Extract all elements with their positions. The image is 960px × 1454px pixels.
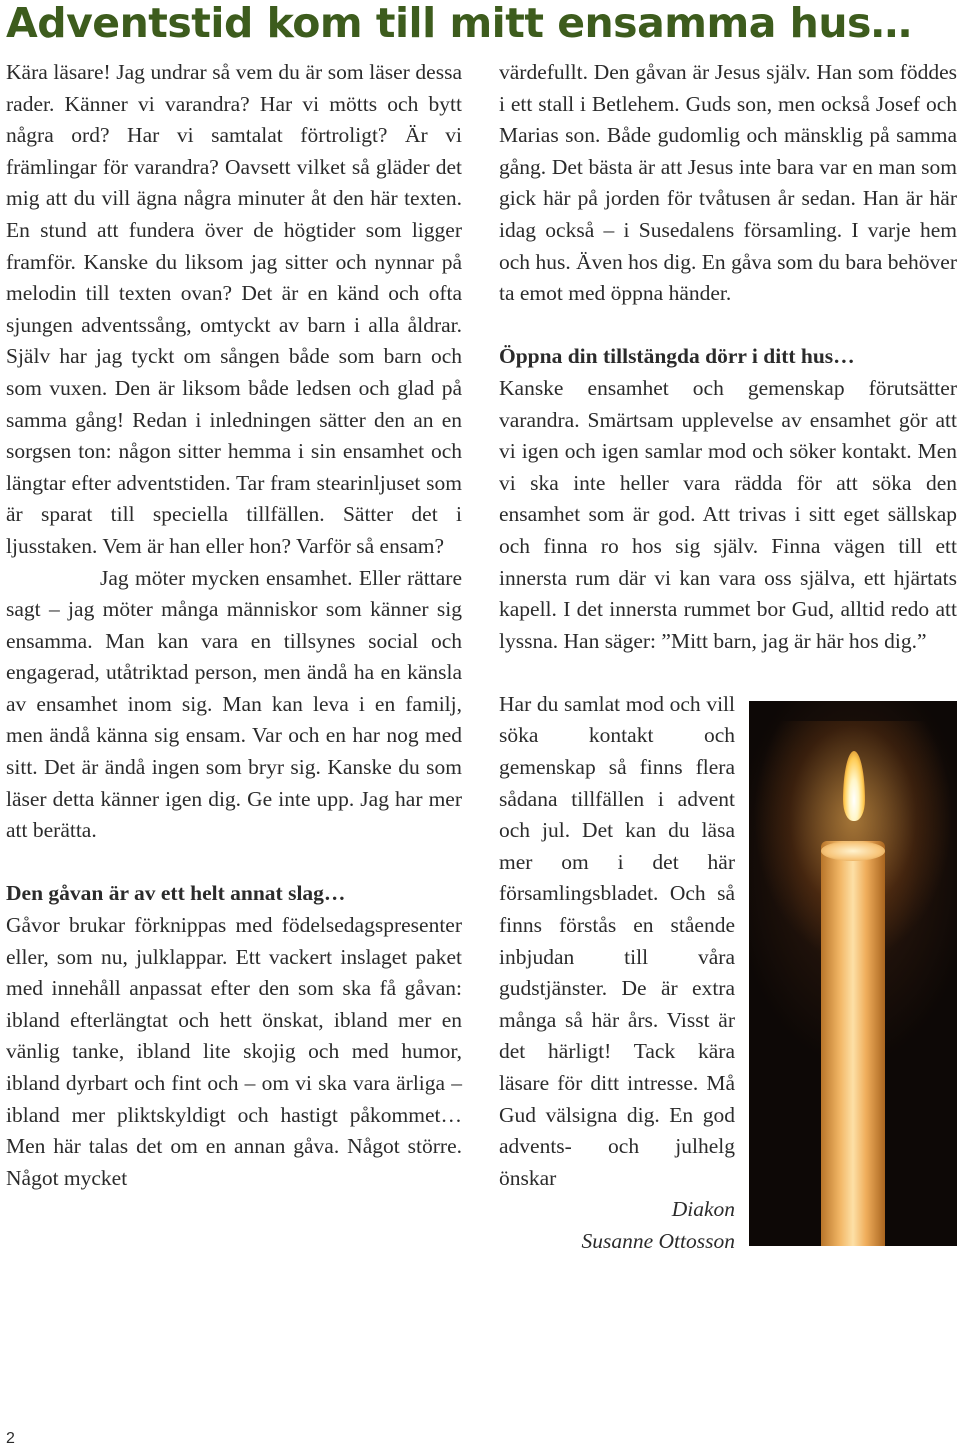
spacer <box>6 847 462 879</box>
right-column <box>499 57 957 1258</box>
open-door-heading: Öppna din tillstängda dörr i ditt hus… <box>499 344 855 369</box>
spacer <box>499 310 957 342</box>
spacer <box>499 657 957 689</box>
gift-heading: Den gåvan är av ett helt annat slag… <box>6 881 346 906</box>
solitude-paragraph: Kanske ensamhet och gemenskap förutsätter varandra. Smärtsam upplevelse av ensamhet gör att vi igen och igen samlar mod och söker kontakt. Men vi ska inte heller vara rädda för att söka den ensamhet som är god. Att trivas i sitt eget sällskap och finna ro hos sig själv. Finna vägen till ett innersta rum där vi kan vara oss själva, ett hjärtats kapell. I det innersta rummet bor Gud, alltid redo att lyssna. Han säger: ”Mitt barn, jag är här hos dig.” <box>499 375 957 653</box>
loneliness-paragraph: Jag möter mycken ensamhet. Eller rättare sagt – jag möter många människor som känner sig ensamma. Man kan vara en tillsynes social och engagerad, utåtriktad person, men ändå ha en känsla av ensamhet inom sig. Man kan leva i en familj, men ändå känna sig ensam. Var och en har nog med sitt. Det är ändå ingen som bryr sig. Kanske du som läser detta känner igen dig. Ge inte upp. Jag har mer att berätta. <box>6 565 462 843</box>
signature-name: Susanne Ottosson <box>581 1228 735 1253</box>
intro-paragraph: Kära läsare! Jag undrar så vem du är som läser dessa rader. Känner vi varandra? Har vi mötts och bytt några ord? Har vi samtalat förtroligt? Är vi främlingar för varandra? Oavsett vilket så gläder det mig att du vill ägna några minuter åt den här texten. En stund att fundera över de högtider som ligger framför. Kanske du liksom jag sitter och nynnar på melodin till texten ovan? Det är en känd och ofta sjungen adventssång, omtyckt av barn i alla åldrar. Själv har jag tyckt om sången både som barn och som vuxen. Den är liksom både ledsen och glad på samma gång! Redan i inledningen sätter den an en sorgsen ton: någon sitter hemma i sin ensamhet och längtar efter adventstiden. Tar fram stearinljuset som är sparat till speciella tillfällen. Sätter det i ljusstaken. Vem är han eller hon? Varför så ensam? <box>6 60 462 558</box>
jesus-gift-paragraph: värdefullt. Den gåvan är Jesus själv. Han som föddes i ett stall i Betlehem. Guds son, men också Josef och Marias son. Både gudomlig och mänsklig på samma gång. Det bästa är att Jesus inte bara var en man som gick här på jorden för tvåtusen år sedan. Han är här idag också – i Susedalens församling. I varje hem och hus. Även hos dig. En gåva som du bara behöver ta emot med öppna händer. <box>499 60 957 306</box>
article-title: Adventstid kom till mitt ensamma hus… <box>6 0 912 47</box>
page-number: 2 <box>6 1430 15 1447</box>
invitation-paragraph: Har du samlat mod och vill söka kontakt och gemenskap så finns flera sådana tillfällen i advent och jul. Det kan du läsa mer om i det här församlingsbladet. Och så finns förstås en stående inbjudan till våra gudstjänster. De är extra många så här års. Visst är det härligt! Tack kära läsare för ditt intresse. Må Gud välsigna dig. En god advents- och julhelg önskar <box>499 691 735 1190</box>
candle-body <box>821 841 885 1246</box>
candle-photo <box>749 701 957 1246</box>
signature-role: Diakon <box>671 1197 735 1222</box>
left-column <box>6 57 462 1194</box>
gift-paragraph: Gåvor brukar förknippas med födelsedagspresenter eller, som nu, julklappar. Ett vackert inslaget paket med innehåll anpassat efter den som ska få gåvan: ibland efterlängtat och hett önskat, ibland mer en vänlig tanke, ibland lite skojig och med humor, ibland dyrbart och fint och – om vi ska vara ärliga – ibland mer pliktskyldigt och hastigt påkommet… Men här talas det om en annan gåva. Något större. Något mycket <box>6 913 462 1190</box>
